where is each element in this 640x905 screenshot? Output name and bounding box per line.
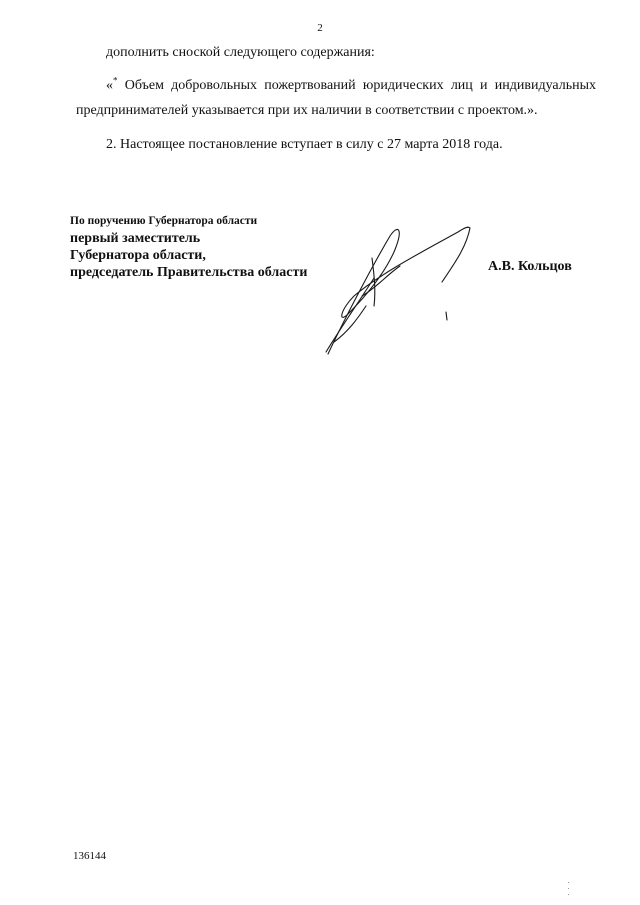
- document-code: 136144: [73, 850, 106, 862]
- handwritten-signature-icon: [318, 218, 478, 360]
- paragraph-footnote-content: [76, 73, 596, 123]
- on-behalf-line: По поручению Губернатора области: [70, 215, 258, 227]
- paragraph-text: 2. Настоящее постановление вступает в силу с 27 марта 2018 года.: [106, 137, 503, 152]
- paragraph-footnote-intro: [76, 40, 596, 65]
- signer-name: А.В. Кольцов: [488, 259, 572, 274]
- body-text: [76, 40, 596, 171]
- paragraph-text: Объем добровольных пожертвований юридических лиц и индивидуальных предпринимателей указывается при их наличии в соответствии с проектом.».: [76, 78, 596, 118]
- signer-title-line-2: Губернатора области,: [70, 248, 206, 263]
- signer-title-line-3: председатель Правительства области: [70, 265, 308, 280]
- signer-title-line-1: первый заместитель: [70, 231, 201, 246]
- scan-artifact-dots: [568, 882, 570, 896]
- paragraph-text: дополнить сноской следующего содержания:: [106, 45, 375, 60]
- paragraph-effective-date: [76, 132, 596, 157]
- page-number: 2: [317, 22, 323, 34]
- footnote-mark: *: [113, 75, 118, 86]
- open-quote: «: [106, 78, 113, 93]
- signature-block: [70, 212, 307, 281]
